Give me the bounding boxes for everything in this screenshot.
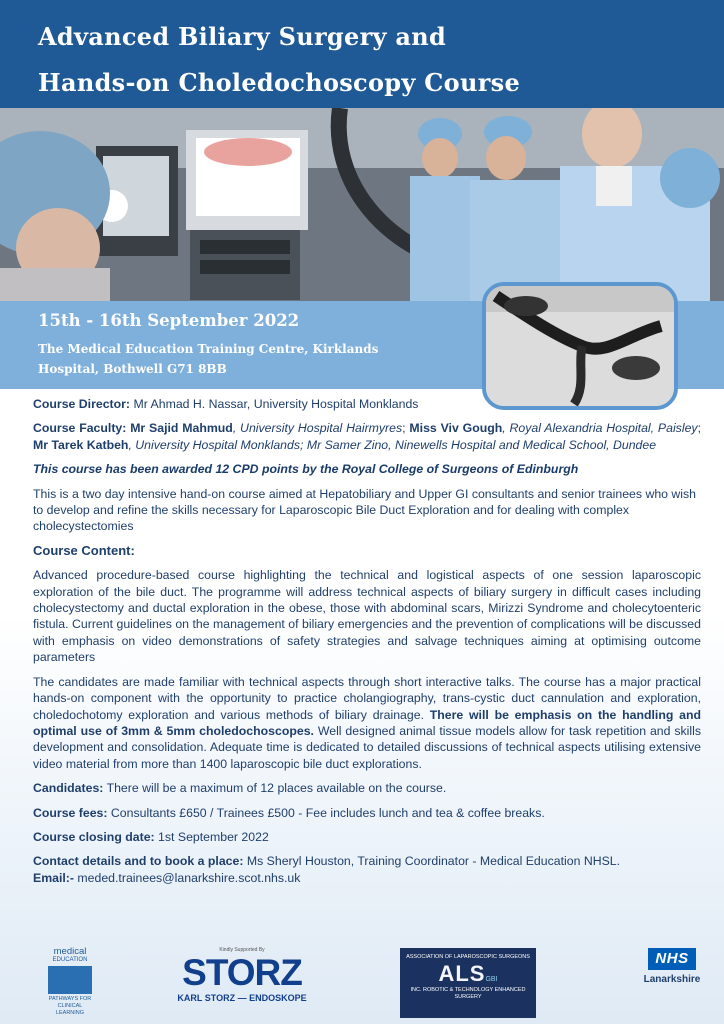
contact-text: Ms Sheryl Houston, Training Coordinator - Medical Education NHSL.	[243, 854, 621, 869]
storz-subtitle: KARL STORZ — ENDOSKOPE	[177, 993, 307, 1003]
fees-text: Consultants £650 / Trainees £500 - Fee includes lunch and tea & coffee breaks.	[107, 805, 545, 820]
candidates-text: There will be a maximum of 12 places available on the course.	[103, 781, 447, 796]
als-logo	[400, 948, 536, 1018]
title-line-2: Hands-on Choledochoscopy Course	[38, 68, 521, 97]
closing-date-text: 1st September 2022	[154, 829, 269, 844]
als-bottom-text: INC. ROBOTIC & TECHNOLOGY ENHANCED SURGERY	[410, 987, 526, 1000]
karl-storz-logo	[162, 946, 322, 1018]
als-top-text: ASSOCIATION OF LAPAROSCOPIC SURGEONS	[406, 954, 530, 960]
faculty-separator-2: ;	[697, 421, 701, 436]
faculty-label: Course Faculty:	[33, 421, 127, 436]
content-paragraph-1: Advanced procedure-based course highlighting the technical and logistical aspects of one session laparoscopic exploration of the bile duct. The programme will address technical aspects of biliary surgery in difficult cases including cholecystectomy and ductal exploration in the obese, those with abdominal scars, Mirizzi Syndrome and cholecytoenteric fistula. Current guidelines on the management of biliary emergencies and the prevention of complications will be discussed with emphasis on video demonstrations of safety strategies and salvage techniques aiming at optimising outcome parameters	[33, 568, 701, 665]
title-line-1: Advanced Biliary Surgery and	[38, 22, 447, 51]
content-paragraph-2-start: The candidates are made familiar with technical aspects through short interactive talks. The course has a major practical hands-on component with the opportunity to practice cholangiography, trans-cystic duct cannulation and exploration, choledochotomy exploration and various methods of biliary drainage.	[33, 674, 701, 722]
faculty-member-3: Mr Tarek Katbeh	[33, 437, 129, 452]
als-wordmark: ALS	[438, 961, 486, 986]
contact-label: Contact details and to book a place:	[33, 854, 244, 869]
sponsor-logos	[0, 940, 724, 1024]
als-wordmark-row	[400, 961, 536, 987]
contact-line	[33, 853, 701, 886]
faculty-paragraph	[33, 420, 701, 453]
medical-logo-line-1: medical	[53, 946, 87, 957]
nhs-wordmark: NHS	[648, 948, 695, 970]
closing-date-line	[33, 829, 701, 845]
cholangiogram-image	[482, 282, 678, 410]
director-affiliation: , University Hospital Monklands	[246, 397, 419, 411]
medical-education-logo	[44, 946, 96, 1014]
faculty-member-2-affiliation: , Royal Alexandria Hospital, Paisley	[502, 421, 698, 436]
content-emphasis: There will be emphasis on the handling and optimal use of 3mm & 5mm choledochoscopes.	[33, 707, 701, 738]
director-name: Mr Ahmad H. Nassar	[133, 397, 247, 411]
course-details	[33, 396, 701, 886]
course-date: 15th - 16th September 2022	[38, 311, 300, 330]
director-paragraph	[33, 396, 701, 412]
director-label: Course Director:	[33, 397, 131, 411]
intro-paragraph: This is a two day intensive hand-on course aimed at Hepatobiliary and Upper GI consultants and senior trainees who wish to develop and refine the skills necessary for Laparoscopic Bile Duct Exploration and for dealing with complex cholecystectomies	[33, 486, 697, 534]
candidates-label: Candidates:	[33, 781, 104, 796]
email-link[interactable]: meded.trainees@lanarkshire.scot.nhs.uk	[74, 870, 301, 885]
faculty-member-1: Mr Sajid Mahmud	[130, 421, 233, 436]
storz-wordmark: STORZ	[182, 952, 302, 993]
surgery-photo	[0, 108, 724, 301]
candidates-line	[33, 780, 701, 796]
content-paragraph-2-end: Well designed animal tissue models allow for task repetition and skills development and consolidation. Adequate time is dedicated to detailed discussions of technical aspects utilising extensive video material from more than 1400 laparoscopic bile duct explorations.	[33, 723, 701, 771]
title-banner	[0, 0, 724, 108]
storz-kicker: Kindly Supported By	[219, 947, 265, 953]
medical-logo-line-2: EDUCATION	[52, 957, 88, 963]
closing-date-label: Course closing date:	[33, 829, 155, 844]
cpd-statement: This course has been awarded 12 CPD points by the Royal College of Surgeons of Edinburgh	[33, 462, 579, 477]
fees-label: Course fees:	[33, 805, 108, 820]
fees-line	[33, 805, 701, 821]
faculty-member-3-affiliation: , University Hospital Monklands; Mr Samer Zino, Ninewells Hospital and Medical School, Dundee	[128, 437, 657, 452]
nhs-region: Lanarkshire	[643, 974, 701, 985]
faculty-member-2: Miss Viv Gough	[409, 421, 503, 436]
als-gbi: GBI	[485, 976, 498, 983]
faculty-member-1-affiliation: , University Hospital Hairmyres	[232, 421, 403, 436]
course-content-heading: Course Content:	[33, 542, 135, 558]
email-label: Email:-	[33, 870, 74, 885]
venue-line-2: Hospital, Bothwell G71 8BB	[38, 362, 227, 376]
nhs-lanarkshire-logo	[638, 948, 706, 1008]
content-paragraph-2	[33, 674, 701, 772]
medical-logo-mark	[48, 966, 92, 994]
venue-line-1: The Medical Education Training Centre, Kirklands	[38, 342, 379, 356]
medical-logo-subtitle: PATHWAYS FOR CLINICAL LEARNING	[48, 996, 92, 1016]
faculty-separator-1: ;	[402, 421, 410, 436]
